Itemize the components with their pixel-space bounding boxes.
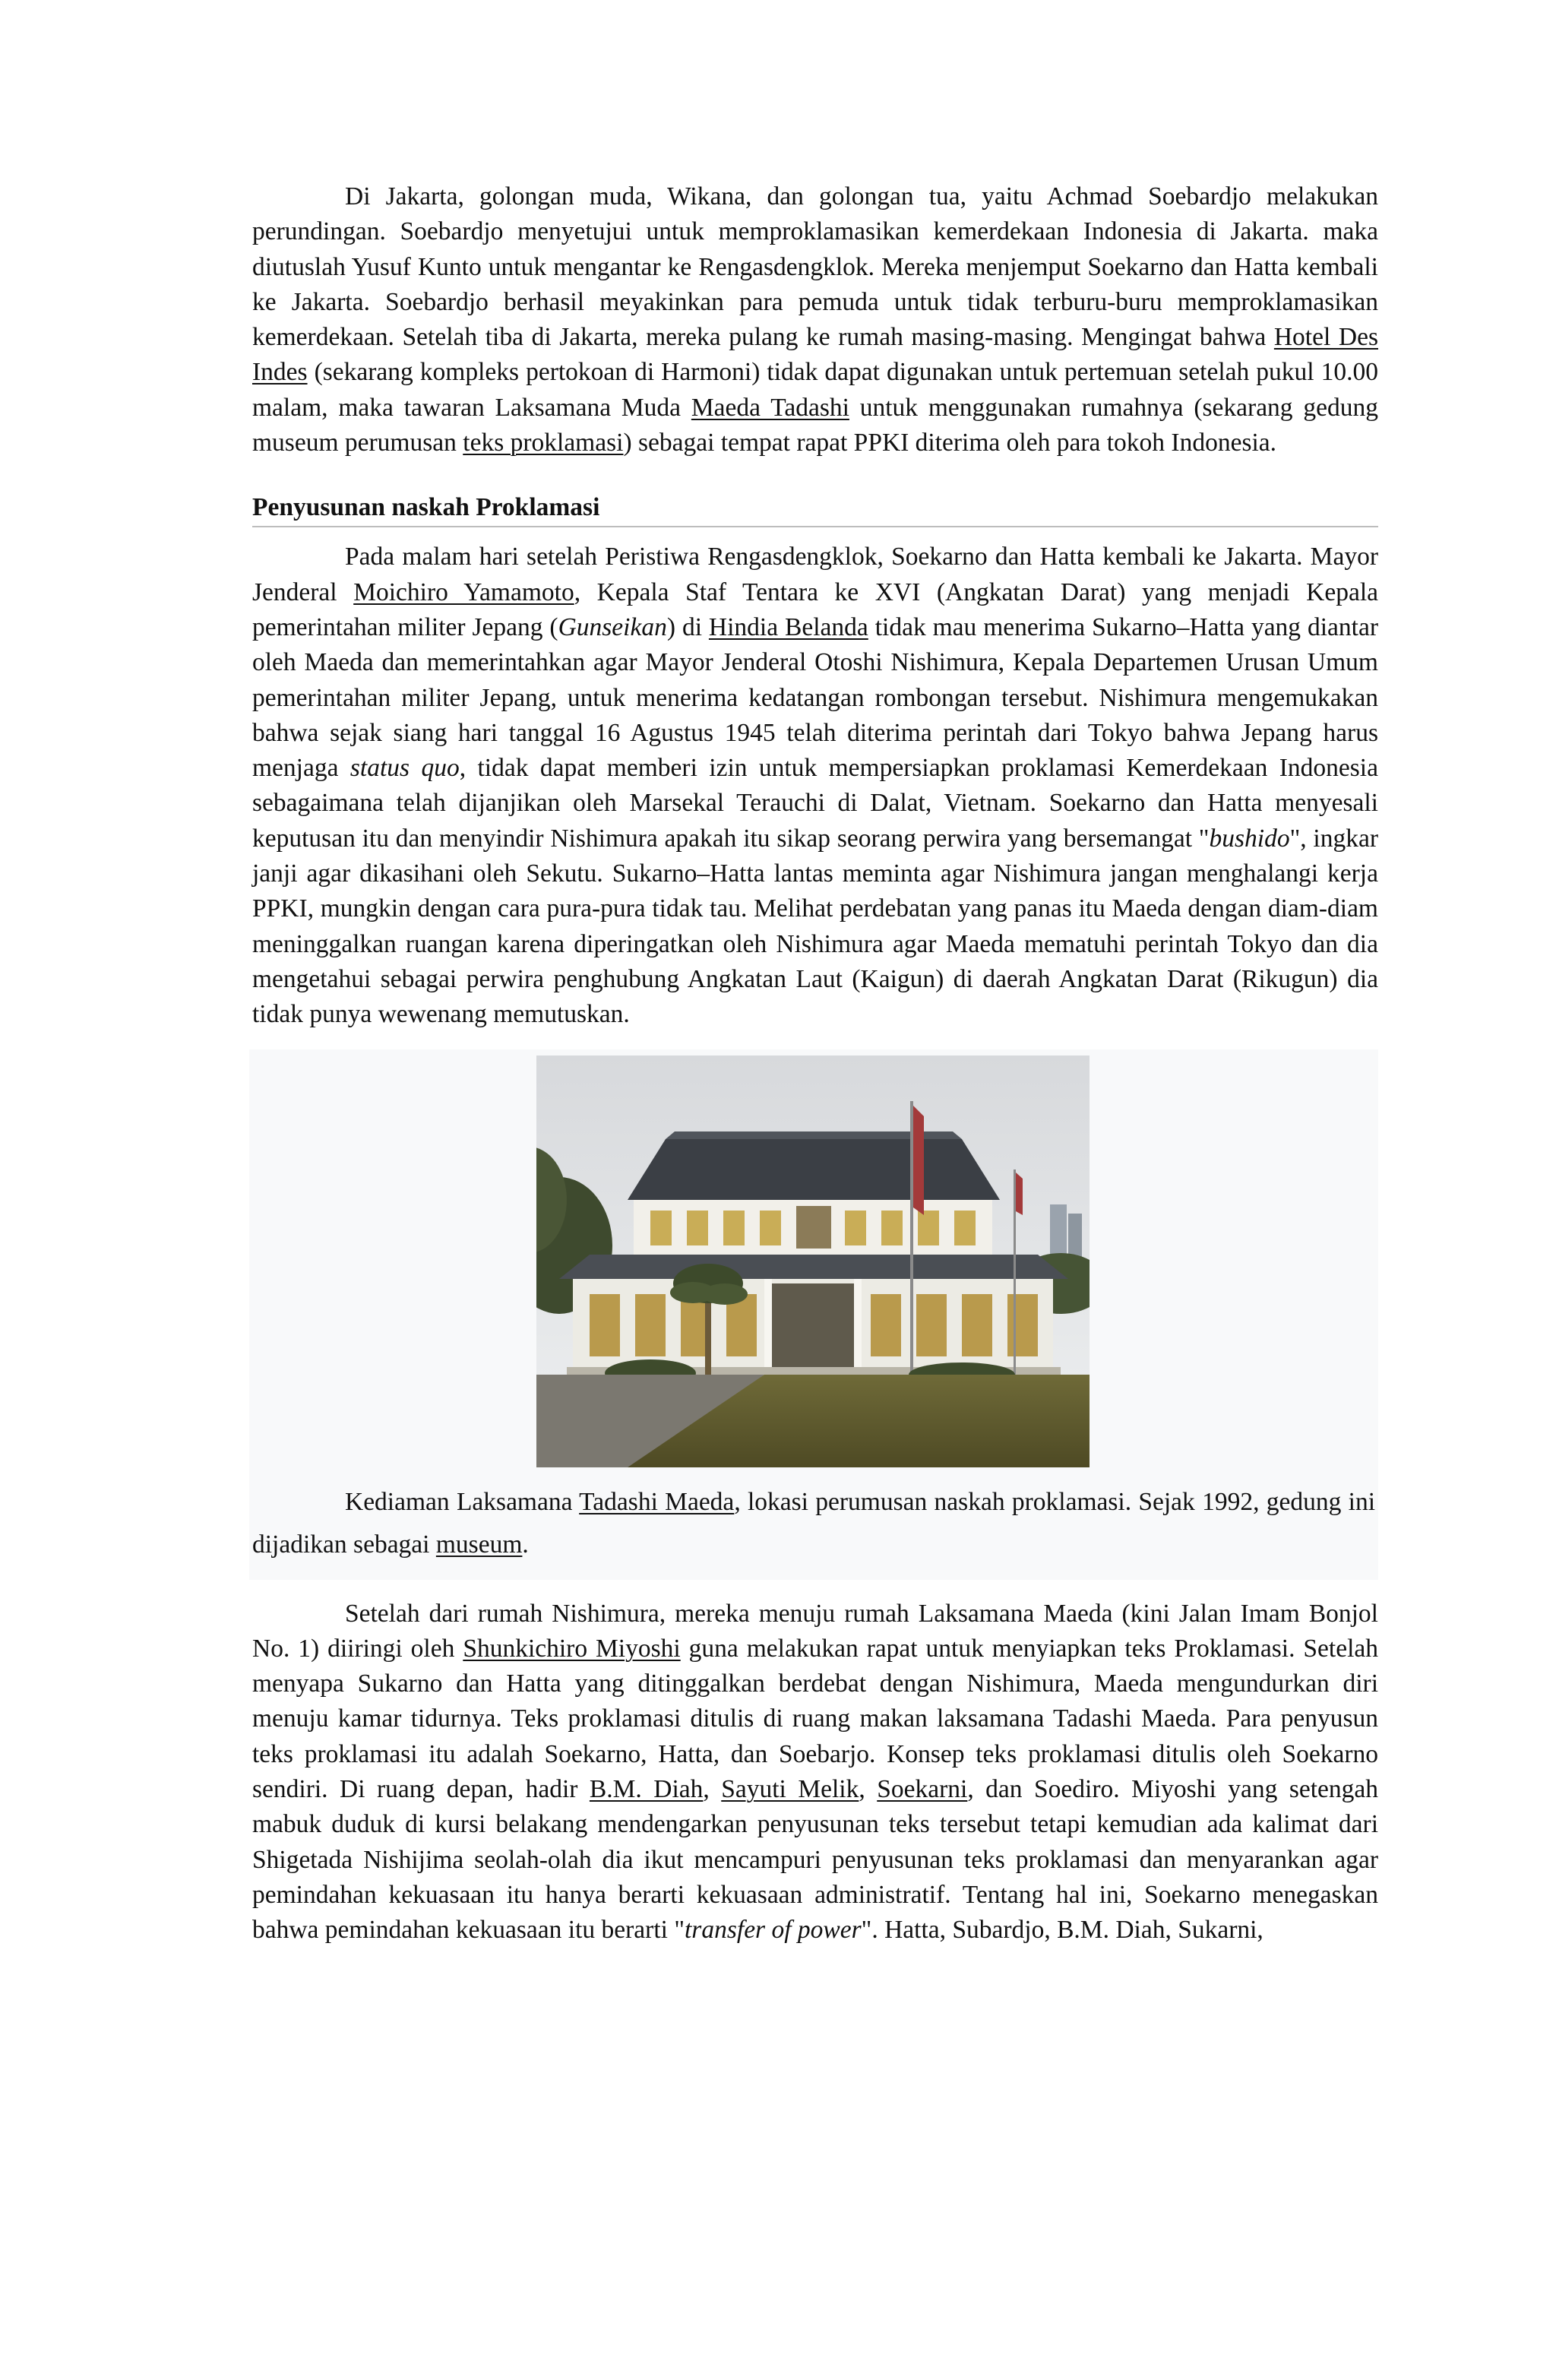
paragraph-2: Pada malam hari setelah Peristiwa Rengasdengklok, Soekarno dan Hatta kembali ke Jakarta. Mayor Jenderal Moichiro Yamamoto, Kepala Staf Tentara ke XVI (Angkatan Darat) yang menjadi Kepala pemerintahan militer Jepang (Gunseikan) di Hindia Belanda tidak mau menerima Sukarno–Hatta yang diantar oleh Maeda dan memerintahkan agar Mayor Jenderal Otoshi Nishimura, Kepala Departemen Urusan Umum pemerintahan militer Jepang, untuk menerima kedatangan rombongan tersebut. Nishimura mengemukakan bahwa sejak siang hari tanggal 16 Agustus 1945 telah diterima perintah dari Tokyo bahwa Jepang harus menjaga status quo, tidak dapat memberi izin untuk mempersiapkan proklamasi Kemerdekaan Indonesia sebagaimana telah dijanjikan oleh Marsekal Terauchi di Dalat, Vietnam. Soekarno dan Hatta menyesali keputusan itu dan menyindir Nishimura apakah itu sikap seorang perwira yang bersemangat "bushido", ingkar janji agar dikasihani oleh Sekutu. Sukarno–Hatta lantas meminta agar Nishimura jangan menghalangi kerja PPKI, mungkin dengan cara pura-pura tidak tau. Melihat perdebatan yang panas itu Maeda dengan diam-diam meninggalkan ruangan karena diperingatkan oleh Nishimura agar Maeda mematuhi perintah Tokyo dan dia mengetahui sebagai perwira penghubung Angkatan Laut (Kaigun) di daerah Angkatan Darat (Rikugun) dia tidak punya wewenang memutuskan. (252, 543, 1378, 1029)
document-page (252, 179, 1378, 1948)
link-hotel-des-indes[interactable]: Hotel Des Indes (252, 323, 1378, 387)
house-photo[interactable] (536, 1055, 1090, 1467)
link-maeda-tadashi[interactable]: Maeda Tadashi (691, 393, 849, 422)
link-hindia-belanda[interactable]: Hindia Belanda (708, 612, 868, 641)
paragraph-3: Setelah dari rumah Nishimura, mereka menuju rumah Laksamana Maeda (kini Jalan Imam Bonjol No. 1) diiringi oleh Shunkichiro Miyoshi guna melakukan rapat untuk menyiapkan teks Proklamasi. Setelah menyapa Sukarno dan Hatta yang ditinggalkan berdebat dengan Nishimura, Maeda mengundurkan diri menuju kamar tidurnya. Teks proklamasi ditulis di ruang makan laksamana Tadashi Maeda. Para penyusun teks proklamasi itu adalah Soekarno, Hatta, dan Soebarjo. Konsep teks proklamasi ditulis oleh Soekarno sendiri. Di ruang depan, hadir B.M. Diah, Sayuti Melik, Soekarni, dan Soediro. Miyoshi yang setengah mabuk duduk di kursi belakang mendengarkan penyusunan teks tersebut tetapi kemudian ada kalimat dari Shigetada Nishijima seolah-olah dia ikut mencampuri penyusunan teks proklamasi dan menyarankan agar pemindahan kekuasaan itu hanya berarti kekuasaan administratif. Tentang hal ini, Soekarno menegaskan bahwa pemindahan kekuasaan itu berarti "transfer of power". Hatta, Subardjo, B.M. Diah, Sukarni, (252, 1599, 1379, 1945)
link-sayuti-melik[interactable]: Sayuti Melik (721, 1775, 859, 1804)
section-heading: Penyusunan naskah Proklamasi (252, 492, 1378, 527)
link-shunkichiro-miyoshi[interactable]: Shunkichiro Miyoshi (463, 1634, 681, 1663)
link-soekarni[interactable]: Soekarni (877, 1775, 968, 1804)
link-museum[interactable]: museum (435, 1530, 523, 1559)
figure-caption (249, 1481, 1378, 1566)
link-bm-diah[interactable]: B.M. Diah (589, 1775, 704, 1804)
link-tadashi-maeda[interactable]: Tadashi Maeda (579, 1487, 735, 1516)
figure (249, 1049, 1378, 1580)
link-teks-proklamasi[interactable]: teks proklamasi (463, 429, 624, 457)
link-moichiro-yamamoto[interactable]: Moichiro Yamamoto (353, 578, 574, 606)
paragraph-1: Di Jakarta, golongan muda, Wikana, dan golongan tua, yaitu Achmad Soebardjo melakukan perundingan. Soebardjo menyetujui untuk memproklamasikan kemerdekaan Indonesia di Jakarta. maka diutuslah Yusuf Kunto untuk mengantar ke Rengasdengklok. Mereka menjemput Soekarno dan Hatta kembali ke Jakarta. Soebardjo berhasil meyakinkan para pemuda untuk tidak terburu-buru memproklamasikan kemerdekaan. Setelah tiba di Jakarta, mereka pulang ke rumah masing-masing. Mengingat bahwa Hotel Des Indes (sekarang kompleks pertokoan di Harmoni) tidak dapat digunakan untuk pertemuan setelah pukul 10.00 malam, maka tawaran Laksamana Muda Maeda Tadashi untuk menggunakan rumahnya (sekarang gedung museum perumusan teks proklamasi) sebagai tempat rapat PPKI diterima oleh para tokoh Indonesia. (252, 182, 1378, 457)
caption-text: Kediaman Laksamana Tadashi Maeda, lokasi perumusan naskah proklamasi. Sejak 1992, gedung ini dijadikan sebagai museum. (252, 1487, 1376, 1559)
